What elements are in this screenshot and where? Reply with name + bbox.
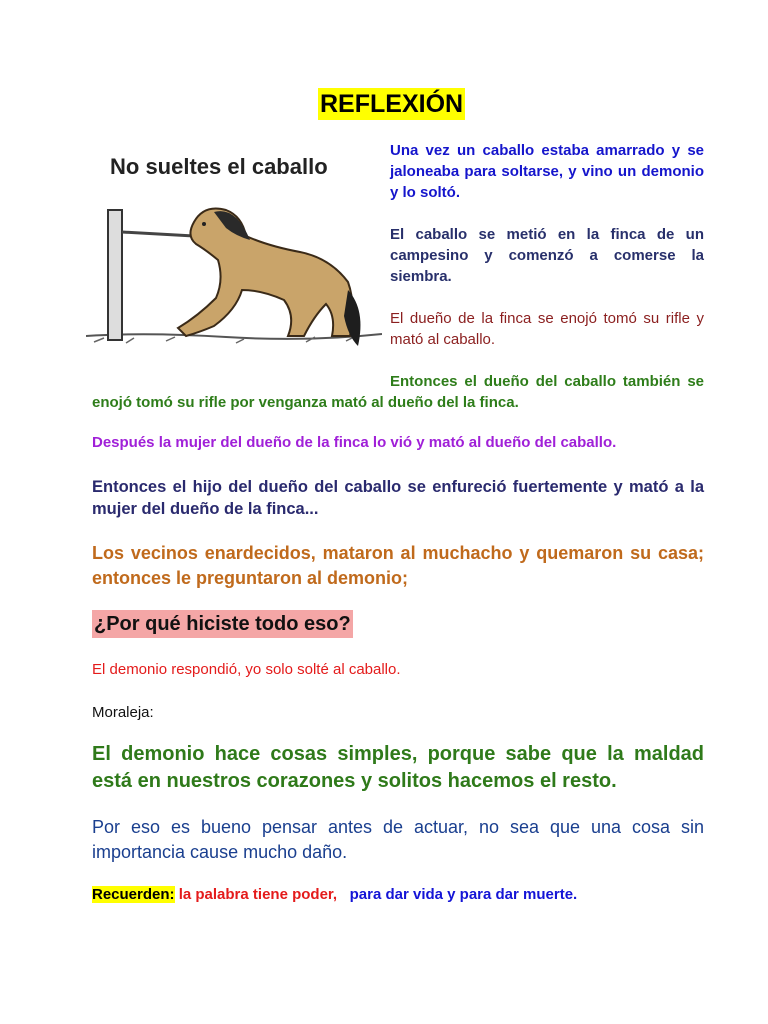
closing-blue-text: para dar vida y para dar muerte. [349, 886, 578, 903]
image-caption: No sueltes el caballo [110, 154, 328, 179]
moraleja-label: Moraleja: [92, 704, 154, 721]
paragraph-8: El demonio respondió, yo solo solté al caballo. [92, 661, 401, 678]
horse-tied-to-post-image [86, 140, 382, 368]
paragraph-4-text: Entonces el dueño del caballo también se enojó tomó su rifle por venganza mató al dueño del la finca. [92, 373, 704, 411]
paragraph-7: Los vecinos enardecidos, mataron al muchacho y quemaron su casa; entonces le preguntaron al demonio; [92, 543, 704, 588]
closing-label: Recuerden: [92, 886, 175, 903]
question-heading: ¿Por qué hiciste todo eso? [92, 610, 353, 638]
paragraph-1: Una vez un caballo estaba amarrado y se jaloneaba para soltarse, y vino un demonio y lo soltó. [390, 142, 704, 201]
paragraph-2: El caballo se metió en la finca de un campesino y comenzó a comerse la siembra. [390, 226, 704, 285]
paragraph-3: El dueño de la finca se enojó tomó su rifle y mató al caballo. [390, 310, 704, 348]
closing-line [92, 884, 704, 905]
moral-statement: El demonio hace cosas simples, porque sabe que la maldad está en nuestros corazones y solitos hacemos el resto. [92, 743, 704, 792]
paragraph-4 [92, 371, 704, 413]
paragraph-5: Después la mujer del dueño de la finca lo vió y mató al dueño del caballo. [92, 434, 617, 451]
paragraph-6: Entonces el hijo del dueño del caballo se enfureció fuertemente y mató a la mujer del dueño de la finca... [92, 478, 704, 518]
horse-illustration [86, 140, 382, 368]
closing-red-text: la palabra tiene poder, [178, 886, 338, 903]
advice-paragraph: Por eso es bueno pensar antes de actuar, no sea que una cosa sin importancia cause mucho daño. [92, 817, 704, 862]
page-title: REFLEXIÓN [320, 90, 464, 118]
